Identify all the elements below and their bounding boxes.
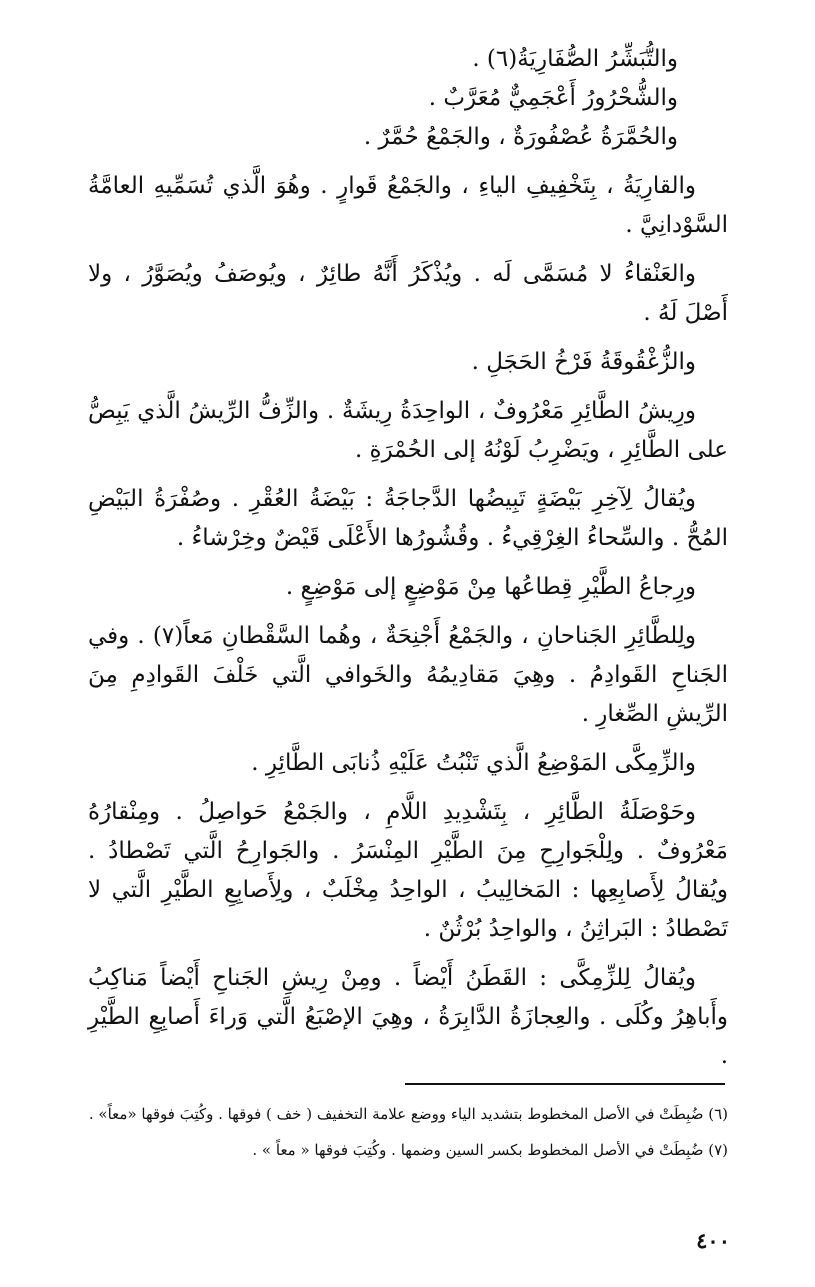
paragraph-bayda: ويُقالُ لِآخِرِ بَيْضَةٍ تَبِيضُها الدَّجاجَةُ : بَيْضَةُ العُقْرِ . وصُفْرَةُ البَيْضِ المُحُّ . والسِّحاءُ الغِرْقِيءُ . وقُشُورُها الأَعْلَى قَيْضٌ وخِرْشاءُ . — [88, 486, 728, 551]
main-text — [88, 40, 728, 1086]
footnote-7: (٧) ضُبِطَتْ في الأصل المخطوط بكسر السين وضمها . وكُتِبَ فوقها « معاً » . — [252, 1141, 728, 1159]
footnotes — [80, 1100, 728, 1172]
paragraph-rish: ورِيشُ الطَّائِرِ مَعْرُوفٌ ، الواحِدَةُ رِيشَةٌ . والزِّفُّ الرِّيشُ الَّذي يَبِصُّ على الطَّائِرِ ، ويَضْرِبُ لَوْنُهُ إلى الحُمْرَةِ . — [88, 398, 728, 463]
footnote-6: (٦) ضُبِطَتْ في الأصل المخطوط بتشديد الياء ووضع علامة التخفيف ( خف ) فوقها . وكُتِبَ فوقها «معاً» . — [88, 1105, 728, 1123]
footnote-divider — [405, 1083, 725, 1085]
paragraph-anqa: والعَنْقاءُ لا مُسَمَّى لَه . ويُذْكَرُ أَنَّهُ طائِرٌ ، ويُوصَفُ ويُصَوَّرُ ، ولا أَصْلَ لَهُ . — [88, 261, 728, 326]
paragraph-janah: ولِلطَّائِرِ الجَناحانِ ، والجَمْعُ أَجْنِحَةٌ ، وهُما السَّقْطانِ مَعاً(٧) . وفي الجَناحِ القَوادِمُ . وهِيَ مَقادِيمُهُ والخَوافي الَّتي خَلْفَ القَوادِمِ مِنَ الرِّيشِ الصِّغارِ . — [88, 623, 728, 727]
paragraph-shuhrur: والشُّحْرُورُ أَعْجَمِيٌّ مُعَرَّبٌ . — [428, 85, 678, 111]
paragraph-qatan: ويُقالُ لِلزِّمِكَّى : القَطَنُ أَيْضاً . ومِنْ رِيشِ الجَناحِ أَيْضاً مَناكِبُ وأَباهِرُ وكُلَى . والعِجازَةُ الدَّابِرَةُ ، وهِيَ الإصْبَعُ الَّتي وَراءَ أَصابِعِ الطَّيْرِ . — [88, 965, 728, 1069]
paragraph-zughquqa: والزُّغْقُوقَةُ فَرْخُ الحَجَلِ . — [471, 349, 696, 375]
paragraph-rijaa: ورِجاعُ الطَّيْرِ قِطاعُها مِنْ مَوْضِعٍ إلى مَوْضِعٍ . — [285, 574, 696, 600]
paragraph-hawsala: وحَوْصَلَةُ الطَّائِرِ ، بِتَشْدِيدِ اللَّامِ ، والجَمْعُ حَواصِلُ . ومِنْقارُهُ مَعْرُوفٌ . ولِلْجَوارِحِ مِنَ الطَّيْرِ المِنْسَرُ . والجَوارِحُ الَّتي تَصْطادُ . ويُقالُ لِأَصابِعِها : المَخالِيبُ ، الواحِدُ مِخْلَبٌ ، ولِأَصابِعِ الطَّيْرِ الَّتي لا تَصْطادُ : البَراثِنُ ، والواحِدُ بُرْثُنٌ . — [88, 799, 728, 942]
paragraph-zimikka: والزِّمِكَّى المَوْضِعُ الَّذي تَنْبُتُ عَلَيْهِ ذُنابَى الطَّائِرِ . — [251, 750, 696, 776]
paragraph-tubashshir: والتُّبَشِّرُ الصُّفَارِيَةُ(٦) . — [472, 46, 678, 72]
paragraph-qariya: والقارِيَةُ ، بِتَخْفِيفِ الياءِ ، والجَمْعُ قَوارٍ . وهُوَ الَّذي تُسَمِّيهِ العامَّةُ السَّوْدانِيَّ . — [88, 173, 728, 238]
paragraph-hummara: والحُمَّرَةُ عُصْفُورَةٌ ، والجَمْعُ حُمَّرٌ . — [363, 124, 678, 150]
page-number: ٤٠٠ — [696, 1228, 730, 1253]
